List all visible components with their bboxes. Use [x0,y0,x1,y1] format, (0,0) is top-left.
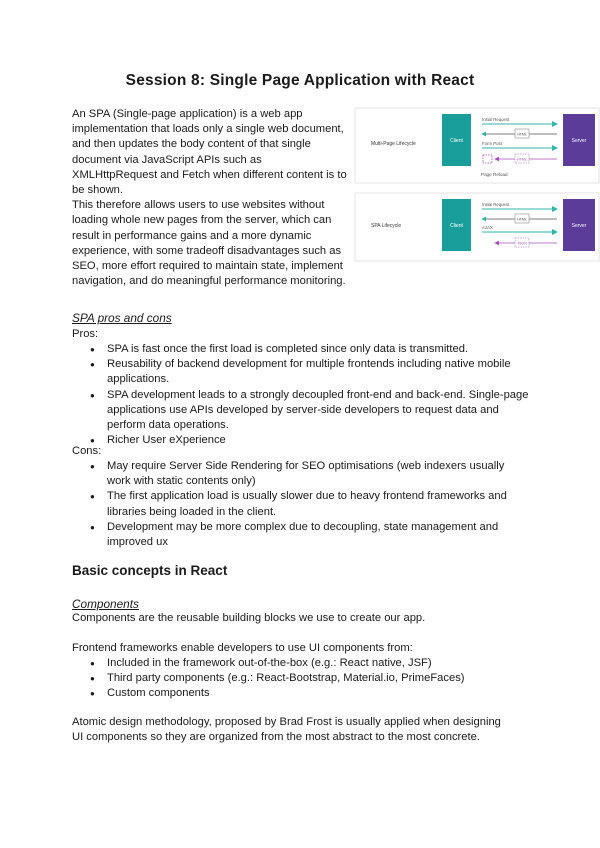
bottom-ajax: AJAX [482,225,493,230]
cons-list [90,459,530,550]
multi-page-label: Multi-Page Lifecycle [371,141,416,147]
cons-label: Cons: [72,445,102,457]
bottom-initial-request: Initial Request [482,202,510,207]
components-heading: Components [72,597,139,611]
client-label-bottom: Client [450,223,463,229]
pros-list [90,342,530,448]
list-item: ● Reusability of backend development for multiple frontends including native mobile applications. [90,357,530,387]
list-item: ● Custom components [90,686,530,701]
intro-paragraph-2: This therefore allows users to use websites without loading whole new pages from the server, which can result in performance gains and a more dynamic experience, with some tradeoff disadvantages such as SEO, more effort required to maintain state, implement navigation, and do meaningful performance monitoring. [72,199,346,288]
server-label-top: Server [571,138,587,144]
client-label-top: Client [450,138,463,144]
bottom-html-response: HTML [517,217,527,222]
atomic-design-text: Atomic design methodology, proposed by Brad Frost is usually applied when designing UI components so they are organized from the most abstract to the most concrete. [72,716,501,744]
top-form-post: Form Post [482,141,502,146]
spa-lifecycle-diagram [354,107,600,263]
page-title: Session 8: Single Page Application with React [125,72,475,89]
components-description: Components are the reusable building blocks we use to create our app. [72,612,426,624]
frameworks-intro: Frontend frameworks enable developers to use UI components from: [72,642,413,654]
list-item: ● SPA development leads to a strongly decoupled front-end and back-end. Single-page applications use APIs developed by server-side developers to request data and perform data operations. [90,388,530,434]
list-item: ● Third party components (e.g.: React-Bootstrap, Material.io, PrimeFaces) [90,671,530,686]
intro-text [72,107,347,289]
list-item: ● The first application load is usually slower due to heavy frontend frameworks and libraries being loaded in the client. [90,489,530,519]
list-item: ● Richer User eXperience [90,433,530,448]
list-item: ● SPA is fast once the first load is completed since only data is transmitted. [90,342,530,357]
list-item: ● Development may be more complex due to decoupling, state management and improved ux [90,520,530,550]
intro-paragraph-1: An SPA (Single-page application) is a web app implementation that loads only a single web document, and then updates the body content of that single document via JavaScript APIs such as XMLHttpRequest and Fetch when different content is to be shown. [72,108,347,197]
spa-lifecycle-label: SPA Lifecycle [371,223,402,229]
pros-cons-heading: SPA pros and cons [72,311,172,325]
list-item: ● May require Server Side Rendering for SEO optimisations (web indexers usually work with static contents only) [90,459,530,489]
top-html-response-1: HTML [517,132,527,137]
basic-concepts-heading: Basic concepts in React [72,563,228,578]
pros-label: Pros: [72,328,99,340]
page-reload-caption: Page Reload [481,172,508,177]
top-initial-request: Initial Request [482,117,510,122]
server-label-bottom: Server [571,223,587,229]
list-item: ● Included in the framework out-of-the-box (e.g.: React native, JSF) [90,656,530,671]
top-html-response-2: HTML [517,157,527,162]
bottom-json-response: JSON [517,241,527,246]
component-sources-list [90,656,530,702]
